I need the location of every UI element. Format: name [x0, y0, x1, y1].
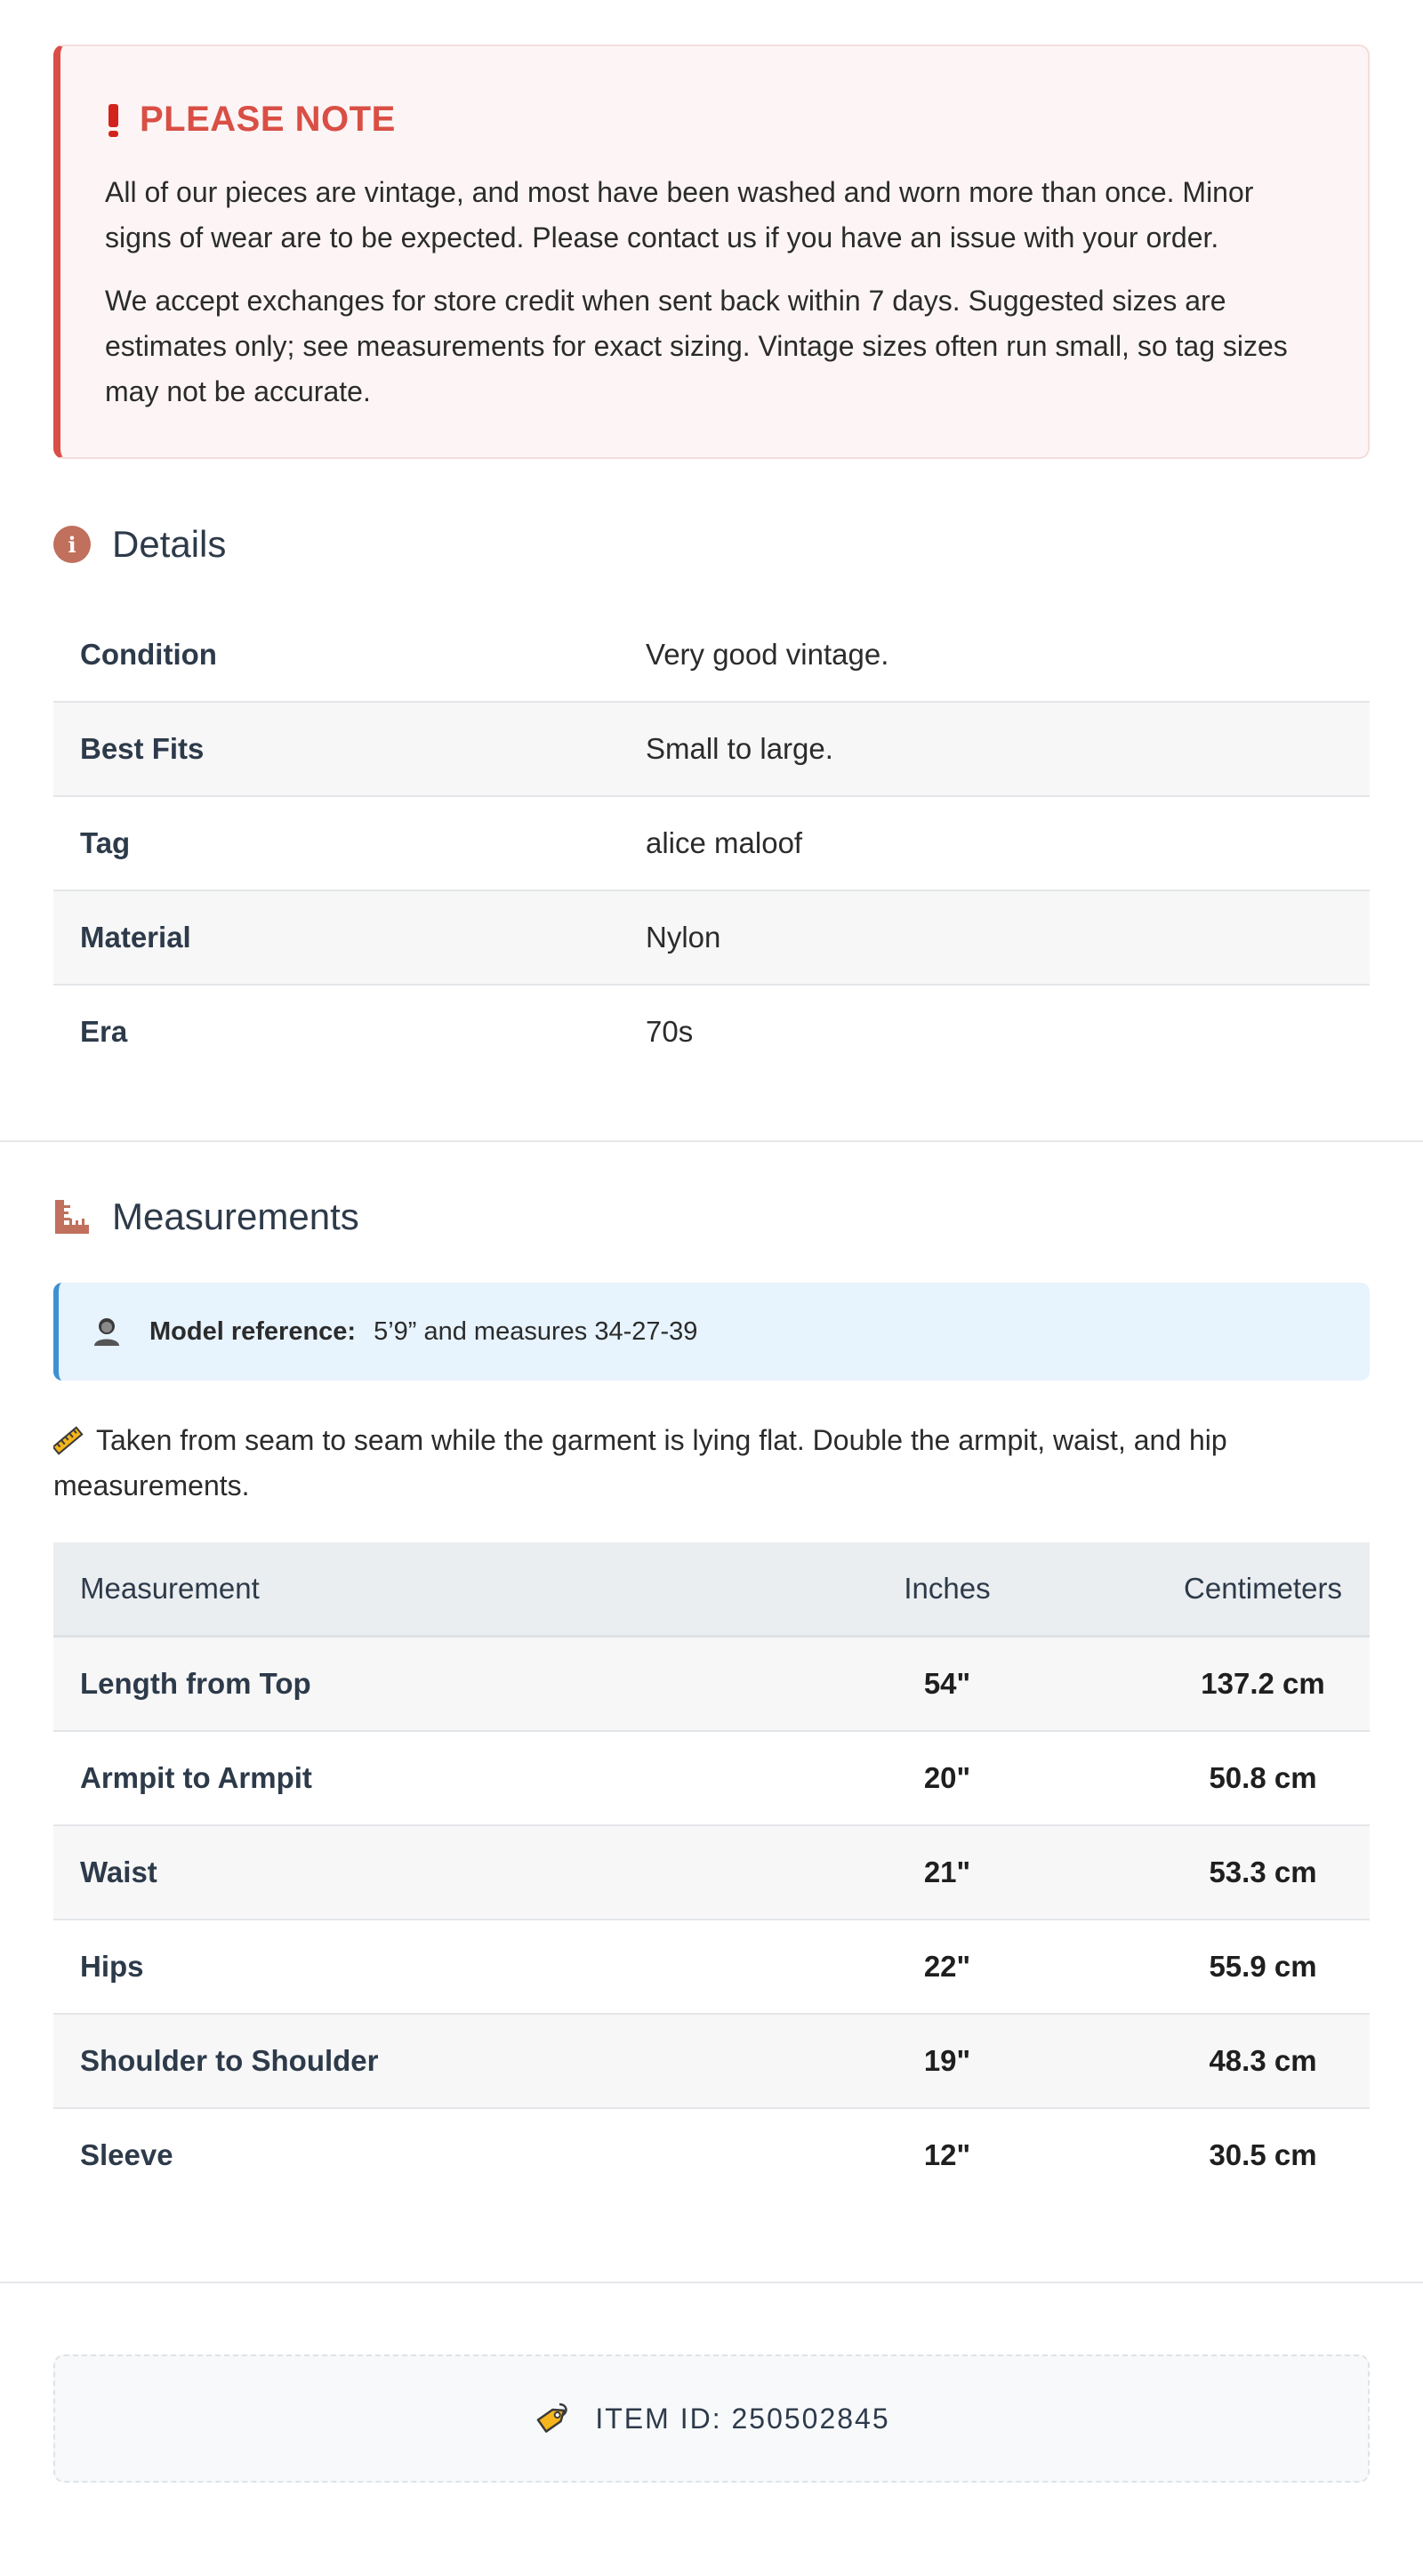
- details-label: Era: [80, 1015, 128, 1048]
- notice-title: PLEASE NOTE: [140, 100, 396, 139]
- section-divider: [0, 2282, 1423, 2283]
- details-row: [53, 608, 1370, 703]
- item-section: [0, 2355, 1423, 2483]
- details-label: Tag: [80, 826, 131, 859]
- details-title: Details: [112, 523, 227, 565]
- measurement-cm: 137.2 cm: [1201, 1667, 1325, 1700]
- measurement-inches: 21": [923, 1856, 971, 1888]
- measurement-inches: 22": [923, 1950, 971, 1983]
- header-inches: Inches: [904, 1572, 991, 1605]
- notice-paragraph-1: All of our pieces are vintage, and most have been washed and worn more than once. Minor signs of wear are to be expected. Please contact us if you have an issue with your order.: [105, 176, 1254, 254]
- details-value: 70s: [646, 1015, 694, 1048]
- header-centimeters: Centimeters: [1184, 1572, 1342, 1605]
- measurement-name: Armpit to Armpit: [80, 1761, 312, 1794]
- info-icon: i: [53, 526, 91, 563]
- table-body: [53, 1638, 1370, 2202]
- notice-paragraph-2: We accept exchanges for store credit when sent back within 7 days. Suggested sizes are estimates only; see measurements for exact sizing. Vintage sizes often run small, so tag sizes may not be accurate.: [105, 285, 1288, 407]
- measurement-inches: 54": [923, 1667, 971, 1700]
- measurement-cm: 48.3 cm: [1209, 2044, 1317, 2077]
- page-content: [0, 44, 1423, 1078]
- measurements-title: Measurements: [112, 1195, 359, 1237]
- measurement-name: Hips: [80, 1950, 144, 1983]
- model-label: Model reference:: [149, 1316, 357, 1346]
- measurement-name: Waist: [80, 1856, 157, 1888]
- details-row: [53, 986, 1370, 1078]
- details-row: [53, 703, 1370, 797]
- table-row: [53, 2109, 1370, 2202]
- header-measurement: Measurement: [80, 1572, 260, 1605]
- notice-header: [105, 100, 1323, 140]
- measurement-name: Shoulder to Shoulder: [80, 2044, 379, 2077]
- item-id-box: [53, 2355, 1370, 2483]
- measurement-cm: 53.3 cm: [1209, 1856, 1317, 1888]
- measurement-note-text: Taken from seam to seam while the garment is lying flat. Double the armpit, waist, and hip measurements.: [53, 1424, 1227, 1501]
- details-label: Best Fits: [80, 732, 205, 765]
- table-row: [53, 2015, 1370, 2109]
- table-row: [53, 1732, 1370, 1826]
- person-icon: [91, 1316, 123, 1348]
- measurement-cm: 50.8 cm: [1209, 1761, 1317, 1794]
- ruler-icon: [53, 1198, 91, 1236]
- details-value: Small to large.: [646, 732, 833, 765]
- measurement-inches: 19": [923, 2044, 971, 2077]
- details-table: [53, 608, 1370, 1078]
- model-value: 5’9” and measures 34-27-39: [374, 1316, 698, 1346]
- measurement-name: Length from Top: [80, 1667, 311, 1700]
- table-row: [53, 1920, 1370, 2015]
- section-divider: [0, 1140, 1423, 1142]
- tag-icon: [533, 2399, 572, 2438]
- measurements-table: [53, 1542, 1370, 2202]
- details-value: Very good vintage.: [646, 638, 889, 671]
- measurement-inches: 20": [923, 1761, 971, 1794]
- measurement-cm: 55.9 cm: [1209, 1950, 1317, 1983]
- measurement-inches: 12": [923, 2138, 971, 2171]
- table-row: [53, 1638, 1370, 1732]
- measurement-name: Sleeve: [80, 2138, 173, 2171]
- details-value: Nylon: [646, 921, 721, 954]
- pencil-icon: [53, 1421, 87, 1455]
- table-row: [53, 1826, 1370, 1920]
- details-value: alice maloof: [646, 826, 803, 859]
- measurements-heading: [53, 1195, 1370, 1238]
- details-heading: [53, 523, 1370, 566]
- item-id: ITEM ID: 250502845: [595, 2402, 890, 2435]
- exclamation-icon: [109, 104, 118, 136]
- table-header: [53, 1542, 1370, 1638]
- please-note-box: [53, 44, 1370, 459]
- details-label: Condition: [80, 638, 217, 671]
- measurements-section: [0, 1195, 1423, 2202]
- measurement-cm: 30.5 cm: [1209, 2138, 1317, 2171]
- model-reference: [53, 1283, 1370, 1381]
- details-row: [53, 891, 1370, 986]
- details-row: [53, 797, 1370, 891]
- details-label: Material: [80, 921, 191, 954]
- measurement-note: [53, 1418, 1370, 1509]
